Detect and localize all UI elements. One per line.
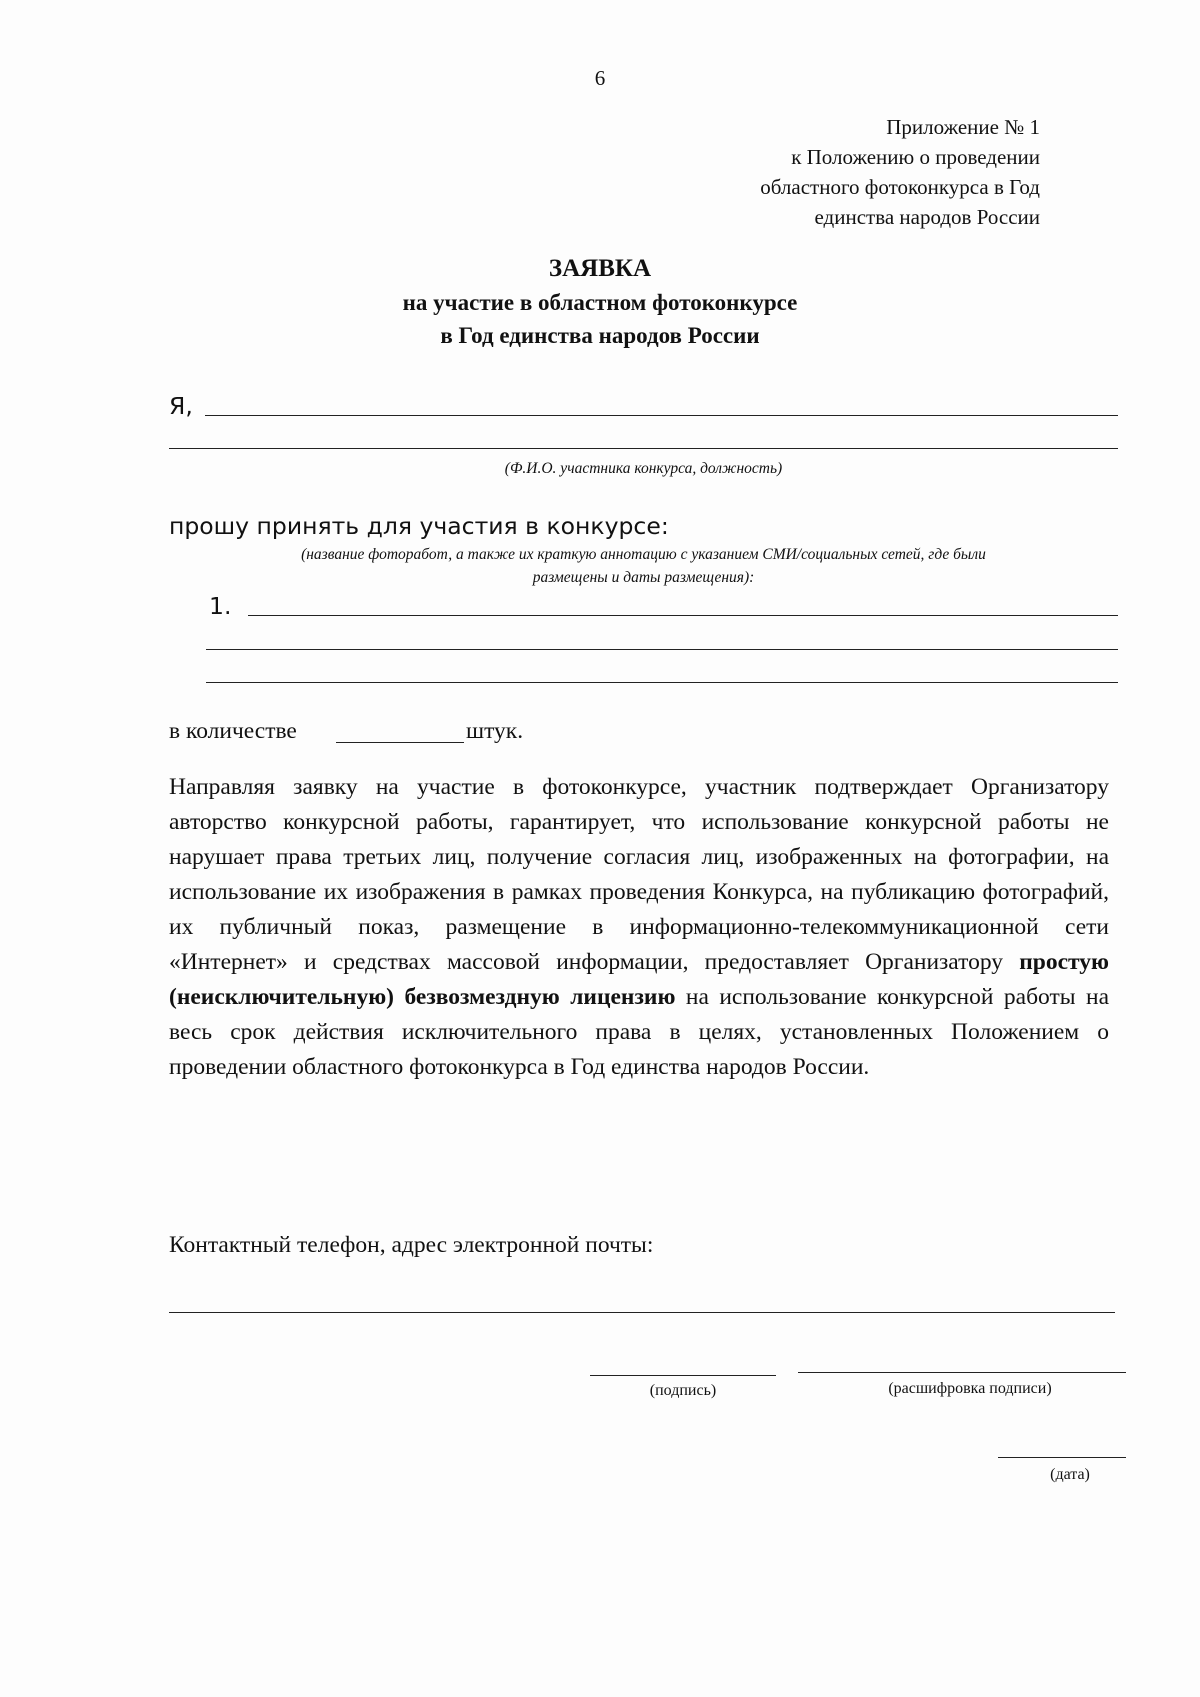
participant-name-line-2 — [169, 448, 1118, 449]
quantity-prefix: в количестве — [169, 718, 297, 744]
appendix-reference — [760, 112, 1040, 232]
appendix-line-2: к Положению о проведении — [791, 145, 1040, 169]
item-line-3 — [206, 682, 1118, 683]
item-number: 1. — [209, 592, 232, 620]
title-subtitle-2: в Год единства народов России — [440, 323, 760, 348]
signature-decode-line — [798, 1372, 1126, 1373]
date-line — [998, 1457, 1126, 1458]
appendix-line-4: единства народов России — [814, 205, 1040, 229]
appendix-line-1: Приложение № 1 — [886, 115, 1040, 139]
request-label: прошу принять для участия в конкурсе: — [169, 512, 669, 540]
participant-name-line-1 — [205, 415, 1118, 416]
contact-label: Контактный телефон, адрес электронной почты: — [169, 1232, 654, 1258]
document-title — [0, 252, 1200, 352]
consent-paragraph — [169, 770, 1109, 1085]
consent-text-part-1: Направляя заявку на участие в фотоконкурсе, участник подтверждает Организатору авторство конкурсной работы, гарантирует, что использование конкурсной работы не нарушает права третьих лиц, получение согласия лиц, изображенных на фотографии, на использование их изображения в рамках проведения Конкурса, на публикацию фотографий, их публичный показ, размещение в информационно-телекоммуникационной сети «Интернет» и средствах массовой информации, предоставляет Организатору — [169, 774, 1109, 975]
license-bold-text: простую (неисключительную) безвозмездную лицензию — [169, 949, 1109, 1010]
contact-line — [169, 1312, 1115, 1313]
request-hint-line-2: размещены и даты размещения): — [532, 569, 755, 586]
signature-decode-label: (расшифровка подписи) — [888, 1380, 1052, 1397]
page-number: 6 — [594, 66, 606, 90]
item-line-2 — [206, 649, 1118, 650]
signature-label: (подпись) — [649, 1382, 717, 1399]
title-main: ЗАЯВКА — [548, 255, 652, 282]
quantity-suffix: штук. — [466, 718, 524, 744]
signature-line — [590, 1375, 776, 1376]
date-label: (дата) — [1050, 1466, 1090, 1483]
request-hint — [169, 543, 1118, 589]
participant-prefix: Я, — [169, 392, 193, 420]
appendix-line-3: областного фотоконкурса в Год — [760, 175, 1040, 199]
item-line-1 — [248, 615, 1118, 616]
title-subtitle-1: на участие в областном фотоконкурсе — [402, 290, 798, 315]
quantity-line — [336, 742, 464, 743]
request-hint-line-1: (название фоторабот, а также их краткую аннотацию с указанием СМИ/социальных сетей, где были — [301, 546, 986, 563]
participant-hint: (Ф.И.О. участника конкурса, должность) — [504, 460, 783, 477]
consent-text-part-2: на использование конкурсной работы на весь срок действия исключительного права в целях, установленных Положением о проведении областного фотоконкурса в Год единства народов России. — [169, 984, 1109, 1080]
